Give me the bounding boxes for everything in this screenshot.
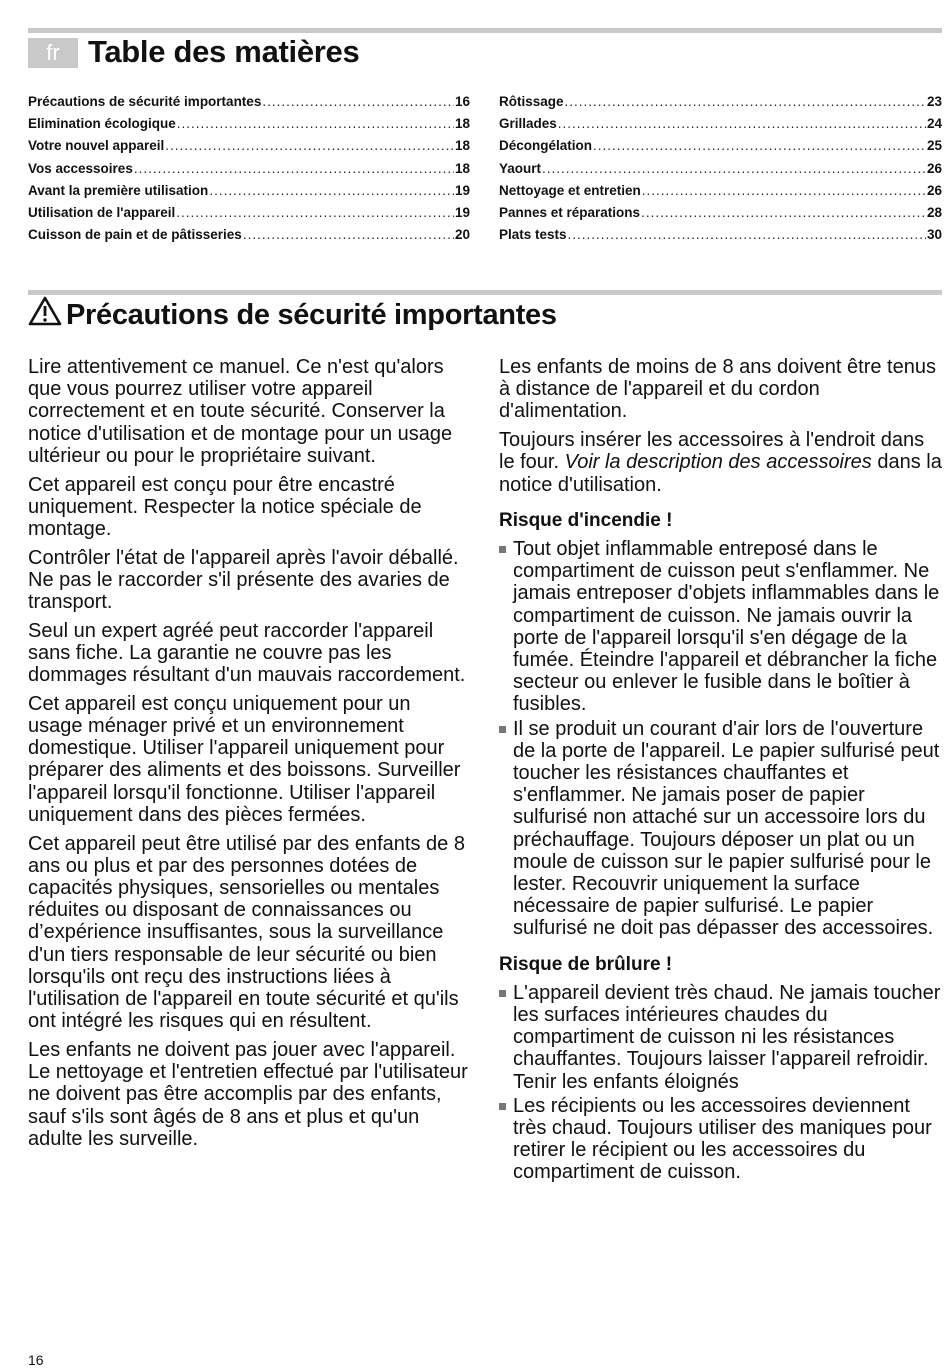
- toc-entry-label: Utilisation de l'appareil: [28, 204, 176, 220]
- toc-entry[interactable]: [499, 138, 942, 160]
- toc-leader: [641, 205, 926, 220]
- cross-reference: Voir la description des accessoires: [564, 451, 872, 474]
- paragraph: Cet appareil est conçu uniquement pour un usage ménager privé et un environnement domestique. Utiliser l'appareil uniquement pour préparer des aliments et des boissons. Surveiller l'appareil lorsqu'il fonctionne. Utiliser l'appareil uniquement dans des pièces fermées.: [28, 692, 461, 826]
- toc-leader: [558, 116, 926, 131]
- burn-risk-heading: Risque de brûlure !: [499, 953, 673, 975]
- toc-leader: [262, 94, 454, 109]
- toc-leader: [134, 161, 454, 176]
- toc-leader: [243, 227, 454, 242]
- top-rule: [28, 28, 942, 33]
- list-item-text: Les récipients ou les accessoires deviennent très chaud. Toujours utiliser des maniques pour retirer le récipient ou les accessoires du compartiment de cuisson.: [513, 1094, 932, 1184]
- page-number: 16: [28, 1352, 44, 1368]
- section-title-text: Précautions de sécurité importantes: [66, 298, 557, 331]
- paragraph: Lire attentivement ce manuel. Ce n'est qu'alors que vous pourrez utiliser votre appareil correctement et en toute sécurité. Conserver la notice d'utilisation et de montage pour un usage ultérieur ou pour le propriétaire suivant.: [28, 356, 453, 467]
- toc-entry[interactable]: [499, 227, 942, 249]
- toc-entry-page: 24: [926, 116, 942, 132]
- toc-entry-page: 19: [454, 204, 470, 220]
- right-text-column: [499, 356, 942, 1186]
- toc-leader: [177, 116, 454, 131]
- toc-entry-label: Votre nouvel appareil: [28, 138, 165, 154]
- toc-entry-label: Grillades: [499, 116, 557, 132]
- toc-entry-label: Décongélation: [499, 138, 593, 154]
- toc-leader: [209, 183, 454, 198]
- toc-entry[interactable]: [28, 183, 470, 205]
- toc-entry-label: Vos accessoires: [28, 160, 133, 176]
- list-item: [499, 718, 942, 940]
- toc-entry[interactable]: [499, 161, 942, 183]
- toc-entry-page: 18: [454, 160, 470, 176]
- fire-risk-heading: Risque d'incendie !: [499, 509, 673, 531]
- toc-entry[interactable]: [28, 94, 470, 116]
- toc-title: Table des matières: [88, 34, 360, 69]
- paragraph: Cet appareil peut être utilisé par des enfants de 8 ans ou plus et par des personnes dotées de capacités physiques, sensorielles ou mentales réduites ou disposant de connaissances ou d’expérience insuffisantes, sous la surveillance d'un tiers responsable de leur sécurité ou bien lorsqu'ils ont reçu des instructions liées à l'utilisation de l'appareil en toute sécurité et qu'ils ont intégré les risques qui en résultent.: [28, 832, 465, 1033]
- toc-leader: [176, 205, 454, 220]
- toc-entry-page: 18: [454, 116, 470, 132]
- toc-entry-label: Pannes et réparations: [499, 204, 641, 220]
- toc-leader: [593, 138, 926, 153]
- toc-entry-page: 30: [926, 227, 942, 243]
- toc-entry-label: Rôtissage: [499, 94, 564, 109]
- toc-entry-page: 23: [926, 94, 942, 109]
- toc-entry-page: 20: [454, 227, 470, 243]
- list-item-text: Tout objet inflammable entreposé dans le compartiment de cuisson peut s'enflammer. Ne jamais entreposer d'objets inflammables dans le compartiment de cuisson. Ne jamais ouvrir la porte de l'appareil lorsqu'il s'en dégage de la fumée. Éteindre l'appareil et débrancher la fiche secteur ou enlever le fusible dans le boîtier à fusibles.: [513, 537, 940, 716]
- toc-entry-page: 19: [454, 182, 470, 198]
- section-rule: [28, 290, 942, 295]
- toc-entry-label: Plats tests: [499, 227, 567, 243]
- toc-leader: [542, 161, 926, 176]
- list-item-text: L'appareil devient très chaud. Ne jamais toucher les surfaces intérieures chaudes du compartiment de cuisson ni les résistances chauffantes. Toujours laisser l'appareil refroidir. Tenir les enfants éloignés: [513, 981, 941, 1093]
- toc-leader: [642, 183, 926, 198]
- list-item: [499, 538, 942, 716]
- toc-entry-label: Elimination écologique: [28, 116, 176, 132]
- paragraph: [499, 429, 942, 496]
- bullet-square-icon: [499, 726, 506, 733]
- toc-entry[interactable]: [499, 205, 942, 227]
- paragraph-text: dans la notice d'utilisation.: [499, 451, 942, 496]
- toc-entry[interactable]: [499, 116, 942, 138]
- toc-leader: [565, 94, 926, 109]
- paragraph: Cet appareil est conçu pour être encastré uniquement. Respecter la notice spéciale de montage.: [28, 473, 422, 540]
- left-text-column: [28, 356, 468, 1156]
- toc-leader: [165, 138, 454, 153]
- language-badge: fr: [28, 38, 78, 68]
- warning-triangle-icon: [28, 296, 62, 334]
- list-item-text: Il se produit un courant d'air lors de l'ouverture de la porte de l'appareil. Le papier sulfurisé peut toucher les résistances chauffantes et s'enflammer. Ne jamais poser de papier sulfurisé non attaché sur un accessoire lors du préchauffage. Toujours déposer un plat ou un moule de cuisson sur le papier sulfurisé pour le lester. Recouvrir uniquement la surface nécessaire de papier sulfurisé. Le papier sulfurisé ne doit pas dépasser des accessoires.: [513, 717, 940, 940]
- toc-entry-page: 26: [926, 182, 942, 198]
- toc-entry-page: 25: [926, 138, 942, 154]
- paragraph-text: Toujours insérer les accessoires à l'endroit dans le four.: [499, 429, 925, 474]
- toc-entry-page: 26: [926, 160, 942, 176]
- toc-entry[interactable]: [28, 116, 470, 138]
- toc-entry[interactable]: [499, 183, 942, 205]
- toc-entry[interactable]: [28, 138, 470, 160]
- toc-entry-label: Avant la première utilisation: [28, 182, 209, 198]
- toc-leader: [568, 227, 926, 242]
- toc-entry-page: 16: [454, 94, 470, 109]
- paragraph: Les enfants ne doivent pas jouer avec l'appareil. Le nettoyage et l'entretien effectué par l'utilisateur ne doivent pas être accomplis par des enfants, sauf s'ils sont âgés de 8 ans et plus et qu'un adulte les surveille.: [28, 1038, 468, 1150]
- toc-entry-label: Nettoyage et entretien: [499, 182, 641, 198]
- toc-entry-label: Précautions de sécurité importantes: [28, 94, 262, 109]
- paragraph: Seul un expert agréé peut raccorder l'appareil sans fiche. La garantie ne couvre pas les dommages résultant d'un mauvais raccordement.: [28, 619, 466, 687]
- list-item: [499, 982, 942, 1093]
- bullet-square-icon: [499, 990, 506, 997]
- bullet-square-icon: [499, 546, 506, 553]
- toc-right-column: [499, 94, 942, 249]
- list-item: [499, 1095, 942, 1184]
- paragraph: Contrôler l'état de l'appareil après l'avoir déballé. Ne pas le raccorder s'il présente des avaries de transport.: [28, 546, 459, 614]
- toc-entry-label: Yaourt: [499, 160, 542, 176]
- toc-entry-label: Cuisson de pain et de pâtisseries: [28, 227, 242, 243]
- toc-entry-page: 28: [926, 204, 942, 220]
- toc-entry[interactable]: [499, 94, 942, 116]
- paragraph: Les enfants de moins de 8 ans doivent être tenus à distance de l'appareil et du cordon d'alimentation.: [499, 356, 936, 423]
- toc-entry[interactable]: [28, 227, 470, 249]
- bullet-square-icon: [499, 1103, 506, 1110]
- toc-entry[interactable]: [28, 205, 470, 227]
- section-title: [28, 296, 557, 334]
- toc-entry[interactable]: [28, 161, 470, 183]
- toc-left-column: [28, 94, 470, 249]
- toc-entry-page: 18: [454, 138, 470, 154]
